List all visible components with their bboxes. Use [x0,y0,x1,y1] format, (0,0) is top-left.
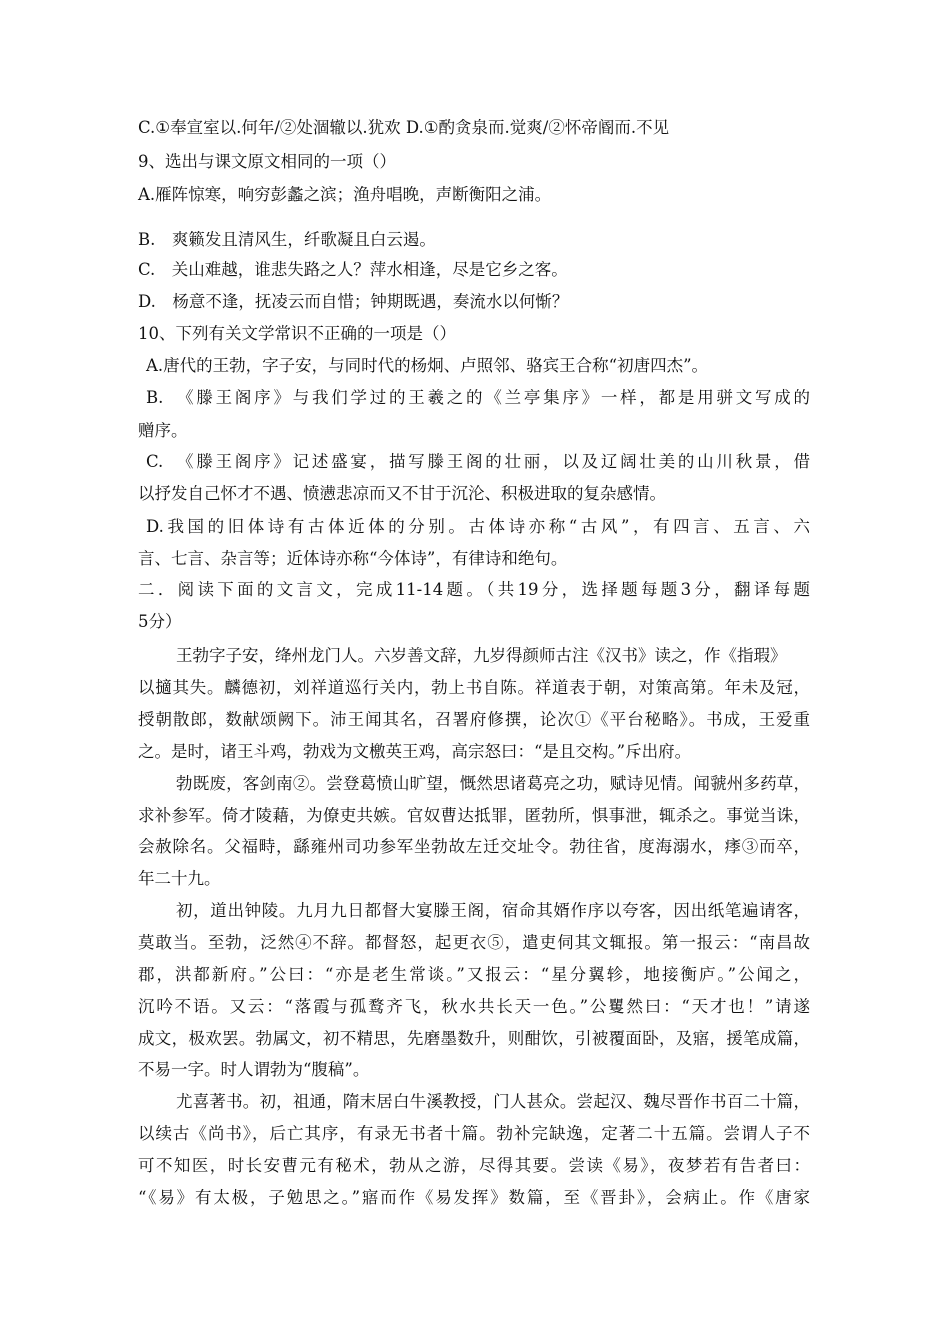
passage-p3-line: 沉吟不语。又云：“落霞与孤鹜齐飞，秋水共长天一色。”公矍然曰：“天才也！”请遂 [138,997,810,1016]
passage-p3-line: 初，道出钟陵。九月九日都督大宴滕王阁，宿命其婿作序以夸客，因出纸笔遍请客， [176,901,810,920]
passage-p3-line: 莫敢当。至勃，泛然④不辞。都督怒，起更衣⑤，遣吏伺其文辄报。第一报云：“南昌故 [138,933,810,952]
section2-heading-line2: 5分） [138,612,182,631]
passage-p2-line: 年二十九。 [138,869,221,888]
passage-p1-line: 王勃字子安，绛州龙门人。六岁善文辞，九岁得颜师古注《汉书》读之，作《指瑕》 [176,646,787,665]
passage-p1-line: 授朝散郎，数献颂阙下。沛王闻其名，召署府修撰，论次①《平台秘略》。书成，王爱重 [138,710,810,729]
passage-p3-line: 成文，极欢罢。勃属文，初不精思，先磨墨数升，则酣饮，引被覆面卧，及寤，援笔成篇， [138,1029,810,1048]
q9-option-b: B. 爽籁发且清风生，纤歌凝且白云遏。 [138,230,436,249]
q10-option-a: A.唐代的王勃，字子安，与同时代的杨炯、卢照邻、骆宾王合称“初唐四杰”。 [146,356,709,375]
q10-option-c-line2: 以抒发自己怀才不遇、愤懑悲凉而又不甘于沉沦、积极进取的复杂感情。 [138,484,666,503]
passage-p4-line: 可不知医，时长安曹元有秘术，勃从之游，尽得其要。尝读《易》，夜梦若有告者曰： [138,1156,810,1175]
section2-heading-line1: 二．阅读下面的文言文，完成11-14题。（共19分，选择题每题3分，翻译每题 [138,580,810,599]
passage-p2-line: 会赦除名。父福畤，繇雍州司功参军坐勃故左迁交址令。勃往省，度海溺水，痵③而卒， [138,837,810,856]
q10-option-d-line2: 言、七言、杂言等；近体诗亦称“今体诗”，有律诗和绝句。 [138,549,568,568]
q8-option-cd: C.①奉宣室以.何年/②处涸辙以.犹欢 D.①酌贪泉而.觉爽/②怀帝阍而.不见 [138,118,670,137]
passage-p4-line: 尤喜著书。初，祖通，隋末居白牛溪教授，门人甚众。尝起汉、魏尽晋作书百二十篇， [176,1092,810,1111]
q10-stem: 10、下列有关文学常识不正确的一项是（） [138,324,456,343]
q10-option-c-line1: C. 《滕王阁序》记述盛宴，描写滕王阁的壮丽，以及辽阔壮美的山川秋景，借 [146,452,810,471]
q9-stem: 9、选出与课文原文相同的一项（） [138,152,396,171]
passage-p3-line: 不易一字。时人谓勃为“腹稿”。 [138,1060,370,1079]
passage-p4-line: “《易》有太极，子勉思之。”寤而作《易发挥》数篇，至《晋卦》，会病止。作《唐家 [138,1188,810,1207]
passage-p2-line: 勃既废，客剑南②。尝登葛愤山旷望，慨然思诸葛亮之功，赋诗见情。闻虢州多药草， [176,774,810,793]
q10-option-b-line1: B. 《滕王阁序》与我们学过的王羲之的《兰亭集序》一样，都是用骈文写成的 [146,388,810,407]
q10-option-b-line2: 赠序。 [138,421,188,440]
q9-option-d: D. 杨意不逢，抚凌云而自惜；钟期既遇，奏流水以何惭？ [138,292,569,311]
passage-p2-line: 求补参军。倚才陵藉，为僚吏共嫉。官奴曹达抵罪，匿勃所，惧事泄，辄杀之。事觉当诛， [138,806,810,825]
passage-p4-line: 以续古《尚书》，后亡其序，有录无书者十篇。勃补完缺逸，定著二十五篇。尝谓人子不 [138,1124,810,1143]
q9-option-c: C. 关山难越，谁悲失路之人？萍水相逢，尽是它乡之客。 [138,260,568,279]
passage-p1-line: 之。是时，诸王斗鸡，勃戏为文檄英王鸡，高宗怒曰：“是且交构。”斥出府。 [138,742,692,761]
q9-option-a: A.雁阵惊寒，响穷彭蠡之滨；渔舟唱晚，声断衡阳之浦。 [138,185,552,204]
passage-p3-line: 郡，洪都新府。”公曰：“亦是老生常谈。”又报云：“星分翼轸，地接衡庐。”公闻之， [138,965,810,984]
q10-option-d-line1: D.我国的旧体诗有古体近体的分别。古体诗亦称“古风”，有四言、五言、六 [146,517,810,536]
passage-p1-line: 以擿其失。麟德初，刘祥道巡行关内，勃上书自陈。祥道表于朝，对策高第。年未及冠， [138,678,810,697]
